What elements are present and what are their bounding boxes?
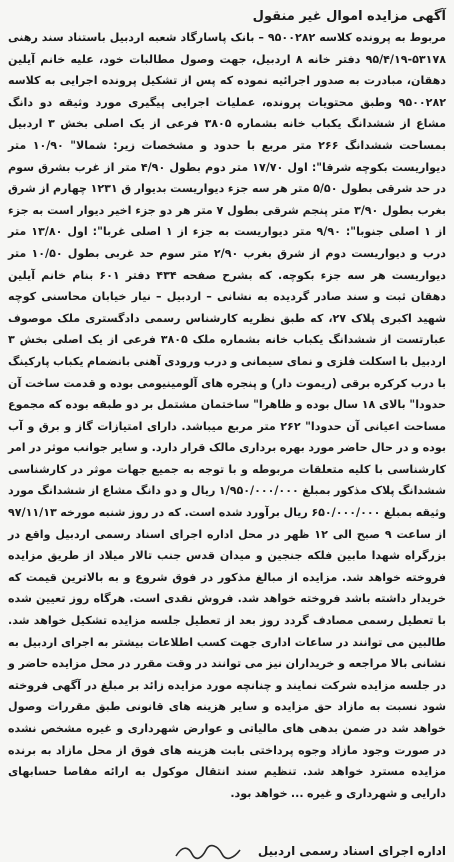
notice-body: مربوط به پرونده کلاسه ۹۵۰۰۲۸۲ – بانک پاسارگاد شعبه اردبیل باستناد سند رهنی ۵۳۱۷۸-۹۵/۴/۱۹ دفتر خانه ۸ اردبیل، جهت وصول مطالبات خود، علیه خانم آیلین دهقان، مبادرت به صدور اجرائیه نموده که پس از تشکیل پرونده اجرایی به کلاسه ۹۵۰۰۲۸۲ وطبق محتویات پرونده، عملیات اجرایی پیگیری مورد وثیقه دو دانگ مشاع از ششدانگ یکباب خانه بشماره ۳۸۰۵ فرعی از یک اصلی بخش ۳ اردبیل بمساحت ششدانگ ۲۶۶ متر مربع با حدود و مشخصات زیر: شمالا" ۱۰/۹۰ متر دیواریست بکوچه شرقا": اول ۱۷/۷۰ متر دوم بطول ۴/۹۰ متر از غرب بشرق سوم در حد شرقی بطول ۵/۵۰ متر هر سه جزء دیواریست بدیوار ق ۱۲۳۱ چهارم از شرق بغرب بطول ۳/۹۰ متر پنجم شرقی بطول ۷ متر هر دو جزء اخیر دیوار است به جزء از ۱ اصلی جنوبا": ۹/۹۰ متر دیواریست به جزء از ۱ اصلی غربا": اول ۱۳/۸۰ متر درب و دیواریست دوم از شرق بغرب ۲/۹۰ متر سوم حد غربی بطول ۱۰/۵۰ متر دیواریست هر سه جزء بکوچه. که بشرح صفحه ۴۳۴ دفتر ۶۰۱ بنام خانم آیلین دهقان ثبت و سند صادر گردیده به نشانی – اردبیل – نیار خیابان محاسنی کوچه شهید اکبری پلاک ۲۷، که طبق نظریه کارشناس رسمی دادگستری ملک موصوف عبارتست از ششدانگ یکباب خانه بشماره ملک ۳۸۰۵ فرعی از یک اصلی بخش ۳ اردبیل با اسکلت فلزی و نمای سیمانی و درب ورودی آهنی بانضمام یکباب پارکینگ با درب کرکره برقی (ریموت دار) و پنجره های آلومینیومی بوده و قدمت ساخت آن حدودا" بالای ۱۸ سال بوده و ظاهرا" ساختمان مشتمل بر دو طبقه بوده که مجموع مساحت اعیانی آن حدودا" ۲۶۲ متر مربع میباشد. دارای امتیازات گاز و برق و آب بوده و در حال حاضر مورد بهره برداری مالک قرار دارد. و سایر جوانب موثر در امر کارشناسی با کلیه متعلقات مربوطه و با توجه به جمیع جهات موثر در کارشناسی ششدانگ پلاک مذکور بمبلغ ۱/۹۵۰/۰۰۰/۰۰۰ ریال و دو دانگ مشاع از ششدانگ مورد وثیقه بمبلغ ۶۵۰/۰۰۰/۰۰۰ ریال برآورد شده است. که در روز شنبه مورخه ۹۷/۱۱/۱۳ از ساعت ۹ صبح الی ۱۲ ظهر در محل اداره اجرای اسناد رسمی اردبیل واقع در بزرگراه شهدا مابین فلکه جنجین و میدان قدس جنب تالار میلاد از طریق مزایده فروخته خواهد شد. مزایده از مبالغ مذکور در فوق شروع و به بالاترین قیمت که خریدار داشته باشد فروخته خواهد شد. فروش نقدی است. هرگاه روز تعیین شده با تعطیل رسمی مصادف گردد روز بعد از تعطیل جلسه مزایده تشکیل خواهد شد. طالبین می توانند در ساعات اداری جهت کسب اطلاعات بیشتر به اجرای اردبیل به نشانی بالا مراجعه و خریداران نیز می توانند در وقت مقرر در محل مزایده حاضر و در جلسه مزایده شرکت نمایند و چنانچه مورد مزایده زائد بر مبلغ در آگهی فروخته شود نسبت به مازاد حق مزایده و سایر هزینه های قانونی طبق مقررات وصول خواهد شد در ضمن بدهی های مالیاتی و عوارض شهرداری و غیره مشخص نشده در صورت وجود مازاد وجوه پرداختی بابت هزینه های فوق از محل مازاد به برنده مزایده مسترد خواهد شد. تنظیم سند انتقال موکول به ارائه مفاصا حسابهای دارایی و شهرداری و غیره ... خواهد بود. [8,31,447,800]
notice-footer [174,842,446,860]
notice-signature: اداره اجرای اسناد رسمی اردبیل [257,844,446,858]
notice-title: آگهی مزایده اموال غیر منقول [252,9,446,24]
handwritten-mark-icon [174,844,244,860]
